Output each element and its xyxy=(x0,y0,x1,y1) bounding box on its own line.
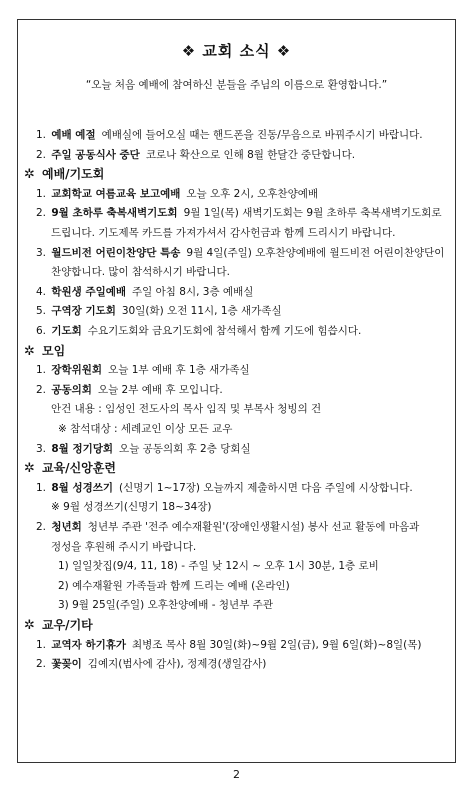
list-item xyxy=(36,441,447,457)
item-number: 1. xyxy=(36,129,50,141)
item-text: 오늘 공동의회 후 2층 당회실 xyxy=(119,442,251,455)
section-heading xyxy=(24,617,447,633)
item-text: 30일(화) 오전 11시, 1층 새가족실 xyxy=(121,305,282,318)
list-item xyxy=(36,480,447,496)
list-item xyxy=(36,519,447,535)
item-heading: 학원생 주일예배 xyxy=(51,285,127,298)
item-continuation: 드립니다. 기도제목 카드를 가져가셔서 감사헌금과 함께 드리시기 바랍니다. xyxy=(51,227,396,239)
welcome-message: “오늘 처음 예배에 참여하신 분들을 주님의 이름으로 환영합니다.” xyxy=(85,79,388,91)
item-text: 수요기도회와 금요기도회에 참석해서 함께 기도에 힘씁시다. xyxy=(87,325,362,337)
item-text: 9월 1일(목) 새벽기도회는 9월 초하루 축복새벽기도회로 xyxy=(183,207,442,220)
section-title: 모임 xyxy=(42,343,66,358)
item-number: 6. xyxy=(36,325,50,337)
item-text: 9월 4일(주일) 오후찬양예배에 월드비전 어린이찬양단이 xyxy=(186,246,445,259)
item-number: 1. xyxy=(36,481,50,494)
section-bullet-icon: ✲ xyxy=(24,167,35,183)
item-heading: 8월 정기당회 xyxy=(51,442,114,455)
item-heading: 구역장 기도회 xyxy=(51,305,116,318)
bulletin-frame xyxy=(17,19,456,763)
section-heading xyxy=(24,343,447,359)
list-item xyxy=(36,323,447,339)
item-number: 2. xyxy=(36,383,50,396)
page-title: ❖ 교회 소식 ❖ xyxy=(181,42,292,60)
item-heading: 9월 초하루 축복새벽기도회 xyxy=(51,207,178,220)
item-number: 1. xyxy=(36,638,50,651)
section-heading xyxy=(24,460,447,476)
item-number: 5. xyxy=(36,305,50,318)
item-text: 최병조 목사 8월 30일(화)~9월 2일(금), 9월 6일(화)~8일(목) xyxy=(132,638,422,651)
item-text: 청년부 주관 '전주 예수재활원'(장애인생활시설) 봉사 선교 활동에 마음과 xyxy=(87,521,420,533)
item-text: 예배실에 들어오실 때는 핸드폰을 진동/무음으로 바꿔주시기 바랍니다. xyxy=(101,129,423,141)
item-number: 4. xyxy=(36,285,50,298)
general-item xyxy=(36,127,447,143)
item-text: 코로나 확산으로 인해 8월 한달간 중단합니다. xyxy=(145,148,356,161)
item-subpoint: 2) 예수재활원 가족들과 함께 드리는 예배 (온라인) xyxy=(58,579,290,592)
section-heading xyxy=(24,166,447,182)
list-item xyxy=(36,362,447,378)
item-number: 2. xyxy=(36,658,50,671)
item-number: 2. xyxy=(36,521,50,533)
item-text: 김예지(범사에 감사), 정제경(생일감사) xyxy=(87,658,267,671)
item-number: 2. xyxy=(36,148,50,161)
item-heading: 교회학교 여름교육 보고예배 xyxy=(51,187,181,200)
item-continuation: ※ 9월 성경쓰기(신명기 18~34장) xyxy=(51,501,212,514)
list-item xyxy=(36,205,447,221)
item-heading: 장학위원회 xyxy=(51,364,103,377)
list-item xyxy=(36,637,447,653)
item-heading: 기도회 xyxy=(51,325,82,337)
item-text: 오늘 1부 예배 후 1층 새가족실 xyxy=(108,364,250,377)
section-bullet-icon: ✲ xyxy=(24,618,35,633)
item-number: 2. xyxy=(36,207,50,220)
item-heading: 꽃꽂이 xyxy=(51,658,82,671)
list-item xyxy=(36,656,447,672)
section-bullet-icon: ✲ xyxy=(24,343,35,359)
item-number: 1. xyxy=(36,187,50,200)
general-item xyxy=(36,147,447,163)
list-item xyxy=(36,186,447,202)
list-item xyxy=(36,382,447,398)
item-heading: 월드비전 어린이찬양단 특송 xyxy=(51,246,181,259)
item-continuation: 찬양합니다. 많이 참석하시기 바랍니다. xyxy=(51,266,230,279)
item-text: 오늘 오후 2시, 오후찬양예배 xyxy=(186,187,318,200)
item-number: 3. xyxy=(36,246,50,259)
item-text: 주일 아침 8시, 3층 예배실 xyxy=(132,285,254,298)
section-bullet-icon: ✲ xyxy=(24,461,35,477)
item-heading: 8월 성경쓰기 xyxy=(51,481,114,494)
section-title: 예배/기도회 xyxy=(42,167,105,182)
item-number: 1. xyxy=(36,364,50,377)
item-subpoint: 3) 9월 25일(주일) 오후찬양예배 - 청년부 주관 xyxy=(58,599,273,612)
page-number: 2 xyxy=(233,768,240,781)
item-continuation: 정성을 후원해 주시기 바랍니다. xyxy=(51,540,197,553)
list-item xyxy=(36,245,447,261)
item-heading: 교역자 하기휴가 xyxy=(51,638,127,651)
item-subpoint: ※ 참석대상 : 세례교인 이상 모든 교우 xyxy=(58,423,233,435)
section-title: 교육/신앙훈련 xyxy=(42,461,116,476)
list-item xyxy=(36,284,447,300)
item-heading: 예배 예절 xyxy=(51,129,96,141)
item-heading: 청년회 xyxy=(51,521,82,533)
section-title: 교우/기타 xyxy=(42,618,93,632)
item-number: 3. xyxy=(36,442,50,455)
item-text: (신명기 1~17장) 오늘까지 제출하시면 다음 주일에 시상합니다. xyxy=(119,481,413,494)
item-heading: 공동의회 xyxy=(51,383,92,396)
item-subpoint: 1) 일일찻집(9/4, 11, 18) - 주일 낮 12시 ~ 오후 1시 30분, 1층 로비 xyxy=(58,560,379,573)
item-continuation: 안건 내용 : 임성인 전도사의 목사 임직 및 부목사 청빙의 건 xyxy=(51,403,322,416)
list-item xyxy=(36,303,447,319)
item-heading: 주일 공동식사 중단 xyxy=(51,148,140,161)
item-text: 오늘 2부 예배 후 모입니다. xyxy=(97,383,223,396)
